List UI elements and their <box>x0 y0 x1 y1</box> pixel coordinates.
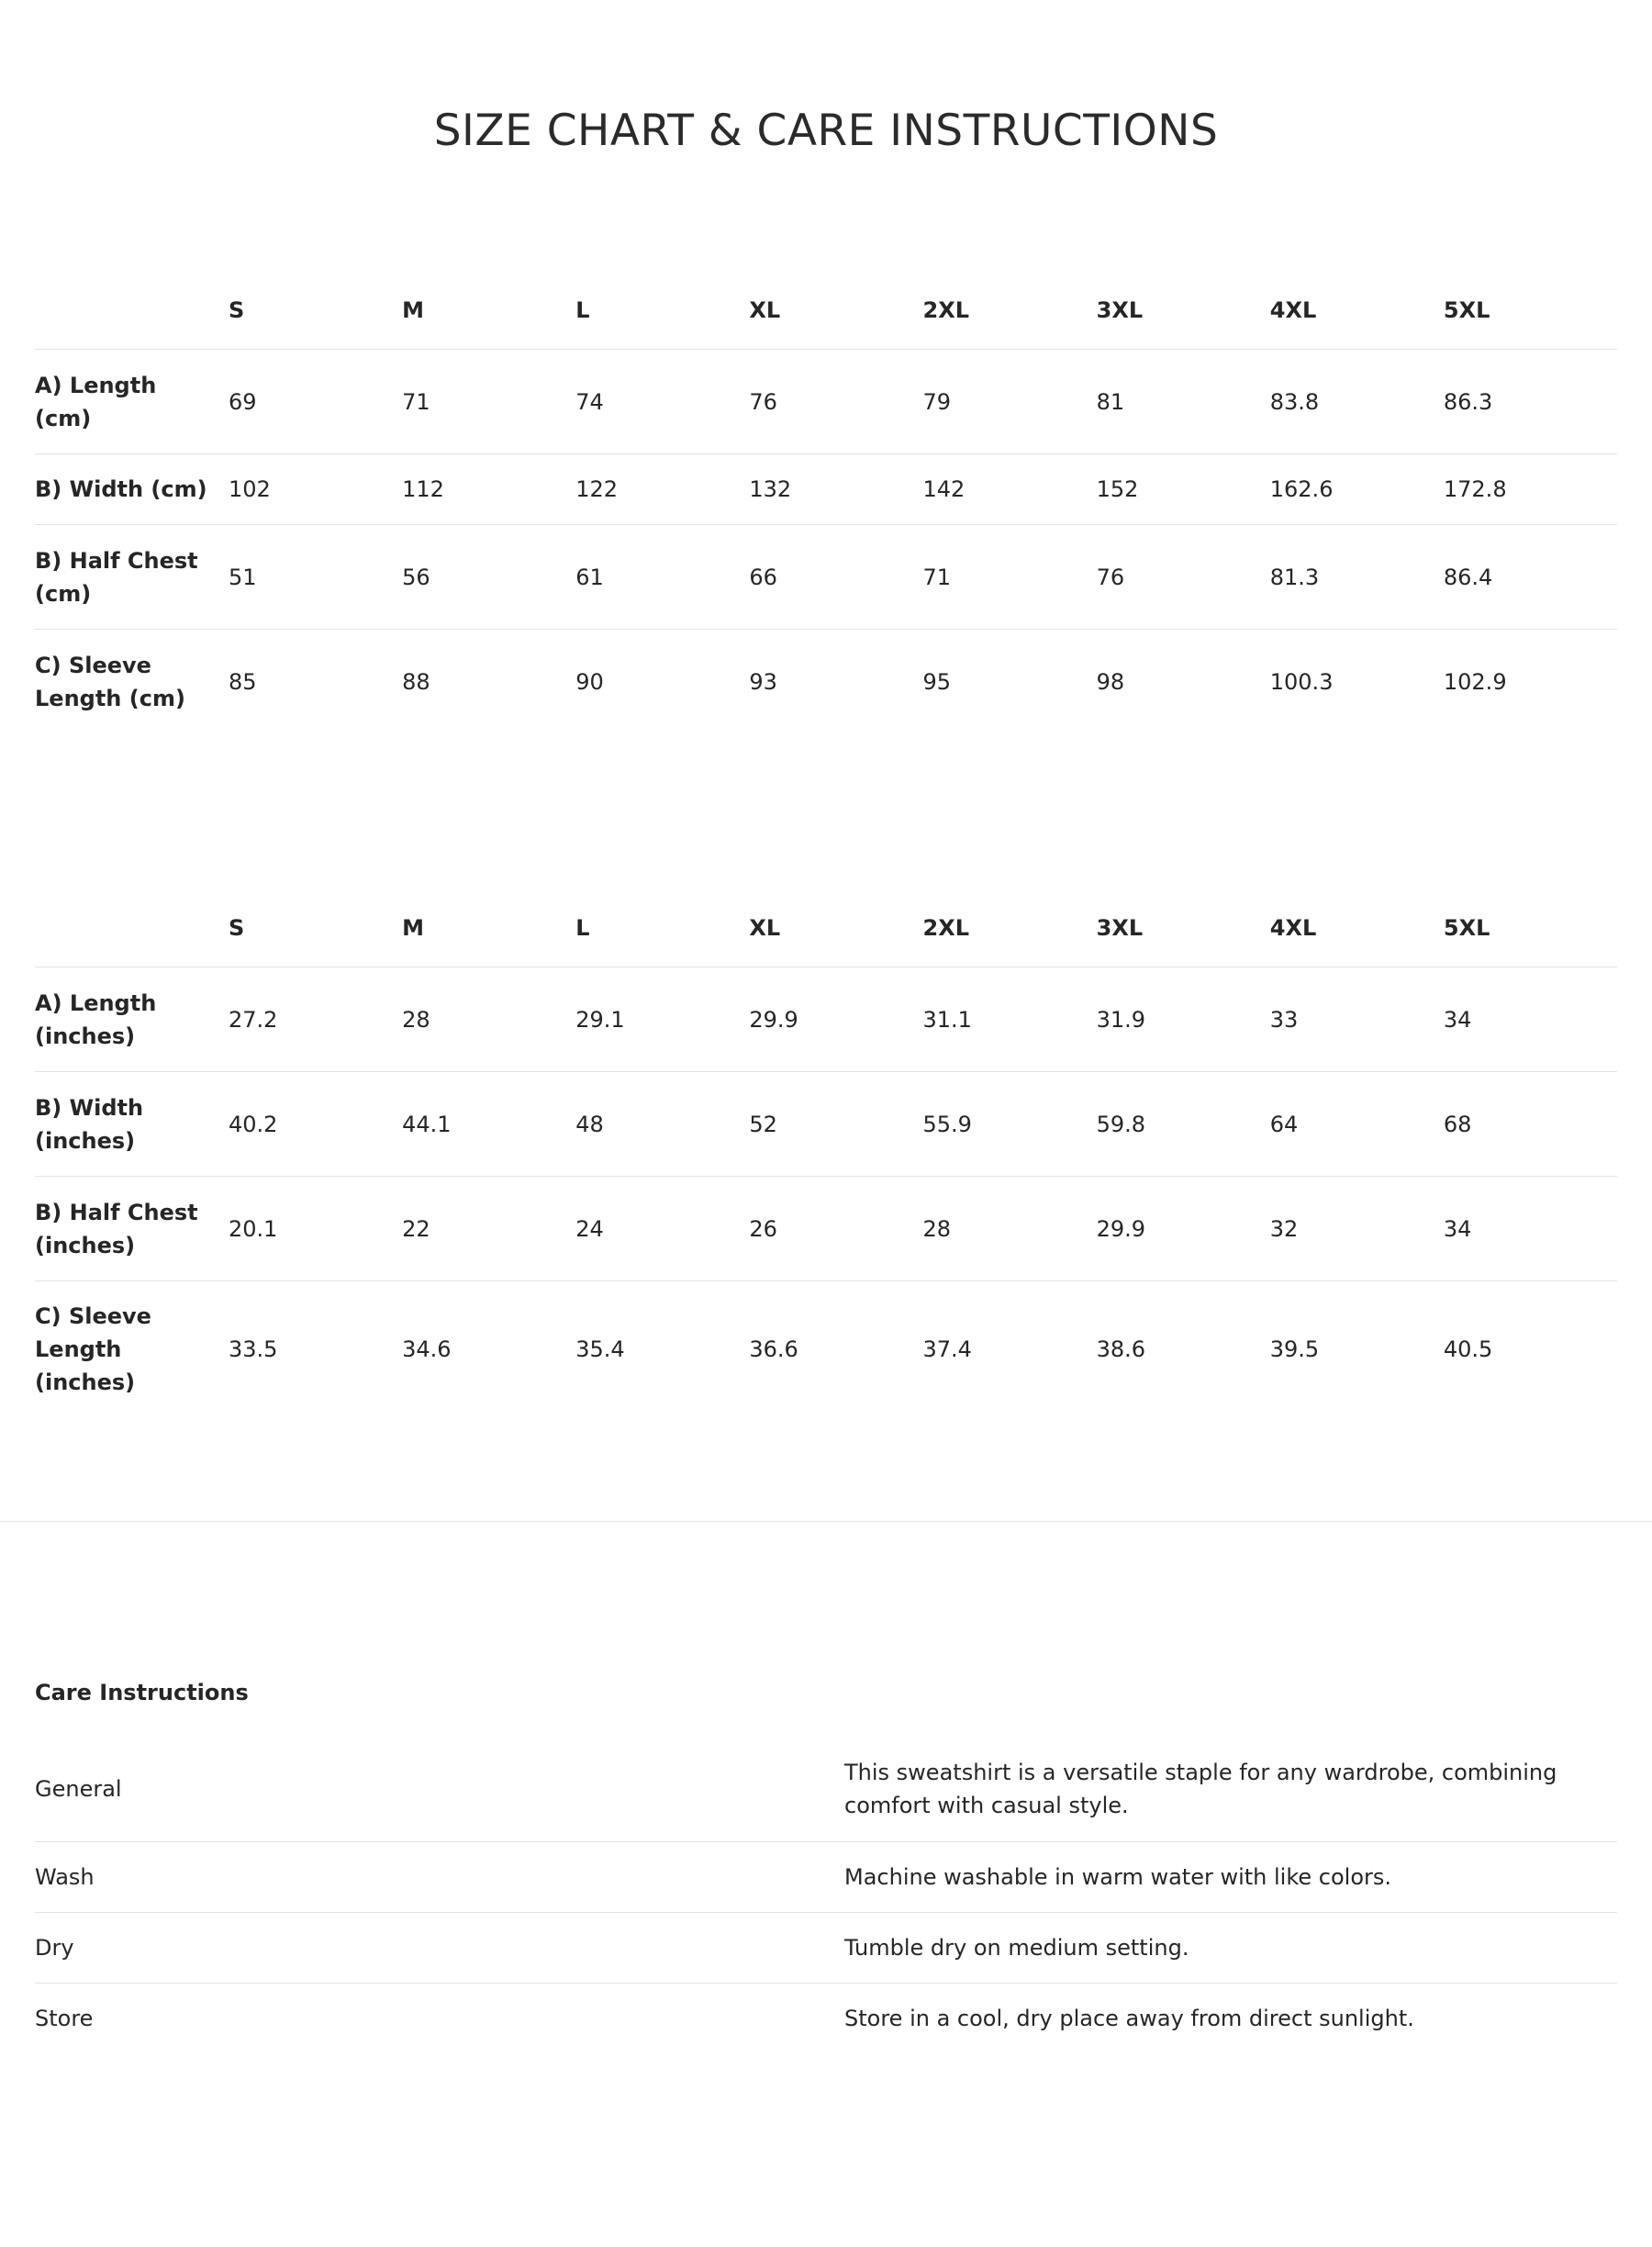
care-text: Machine washable in warm water with like colors. <box>844 1863 1392 1890</box>
row-label: C) Sleeve Length (cm) <box>35 652 185 711</box>
table-cell: 85 <box>229 668 257 695</box>
table-cell: 33 <box>1269 1006 1299 1033</box>
table-cell: 36.6 <box>749 1336 798 1362</box>
table-cell: 28 <box>922 1215 952 1242</box>
row-label: B) Half Chest (inches) <box>35 1199 198 1258</box>
table-cell: 22 <box>402 1215 430 1242</box>
table-cell: 132 <box>749 476 792 502</box>
table-cell: 52 <box>749 1111 777 1137</box>
care-text: This sweatshirt is a versatile staple for any wardrobe, combining comfort with casual style. <box>844 1759 1557 1818</box>
table-cell: 29.9 <box>749 1006 798 1033</box>
table-cell: 39.5 <box>1269 1336 1320 1362</box>
table-cell: 37.4 <box>922 1336 972 1362</box>
row-label: B) Width (inches) <box>35 1094 144 1154</box>
table-cell: 86.3 <box>1443 388 1493 415</box>
table-cell: 33.5 <box>229 1336 278 1362</box>
table-cell: 48 <box>575 1111 604 1137</box>
size-header-5xl: 5XL <box>1443 297 1490 323</box>
care-instructions-heading: Care Instructions <box>35 1680 249 1705</box>
table-cell: 86.4 <box>1443 564 1493 590</box>
table-row <box>35 630 1617 734</box>
table-cell: 44.1 <box>402 1111 452 1137</box>
table-cell: 93 <box>749 668 777 695</box>
header-corner-cell <box>35 250 229 350</box>
table-cell: 27.2 <box>229 1006 278 1033</box>
row-label: C) Sleeve Length (inches) <box>35 1302 151 1395</box>
table-cell: 56 <box>402 564 430 590</box>
table-cell: 90 <box>575 668 604 695</box>
size-header-2xl: 2XL <box>922 915 969 941</box>
size-header-l: L <box>575 297 590 323</box>
size-header-4xl: 4XL <box>1269 297 1317 323</box>
table-row <box>35 1177 1617 1281</box>
size-header-l: L <box>575 915 590 941</box>
care-text: Store in a cool, dry place away from direct sunlight. <box>844 2005 1414 2031</box>
size-header-xl: XL <box>749 915 781 941</box>
table-cell: 68 <box>1443 1111 1472 1137</box>
table-row <box>35 525 1617 630</box>
table-cell: 34 <box>1443 1006 1472 1033</box>
size-header-2xl: 2XL <box>922 297 969 323</box>
table-row <box>35 1281 1617 1417</box>
care-text: Tumble dry on medium setting. <box>844 1934 1189 1961</box>
care-label: General <box>35 1775 122 1802</box>
table-cell: 83.8 <box>1269 388 1320 415</box>
row-label: B) Half Chest (cm) <box>35 547 198 607</box>
care-label: Wash <box>35 1863 95 1890</box>
table-row <box>35 454 1617 525</box>
size-header-3xl: 3XL <box>1096 297 1144 323</box>
table-cell: 24 <box>575 1215 604 1242</box>
size-header-xl: XL <box>749 297 781 323</box>
table-cell: 69 <box>229 388 257 415</box>
table-cell: 40.2 <box>229 1111 278 1137</box>
table-cell: 40.5 <box>1443 1336 1493 1362</box>
table-cell: 112 <box>402 476 444 502</box>
page-title: SIZE CHART & CARE INSTRUCTIONS <box>433 106 1219 156</box>
table-cell: 26 <box>749 1215 777 1242</box>
size-header-row <box>35 867 1617 967</box>
table-cell: 55.9 <box>922 1111 972 1137</box>
size-header-4xl: 4XL <box>1269 915 1317 941</box>
table-cell: 61 <box>575 564 604 590</box>
size-header-s: S <box>229 297 245 323</box>
table-cell: 76 <box>1096 564 1125 590</box>
table-cell: 122 <box>575 476 619 502</box>
table-cell: 28 <box>402 1006 430 1033</box>
table-cell: 66 <box>749 564 777 590</box>
size-header-m: M <box>402 915 425 941</box>
table-cell: 95 <box>922 668 952 695</box>
table-cell: 152 <box>1096 476 1139 502</box>
table-cell: 98 <box>1096 668 1125 695</box>
care-label: Store <box>35 2005 94 2031</box>
size-chart-cm-table <box>35 250 1617 734</box>
table-cell: 81.3 <box>1269 564 1320 590</box>
size-header-m: M <box>402 297 425 323</box>
table-row <box>35 1072 1617 1177</box>
table-cell: 102 <box>229 476 271 502</box>
table-cell: 76 <box>749 388 777 415</box>
header-corner-cell <box>35 867 229 967</box>
row-label: B) Width (cm) <box>35 476 207 502</box>
table-cell: 20.1 <box>229 1215 278 1242</box>
table-cell: 162.6 <box>1269 476 1334 502</box>
table-cell: 71 <box>402 388 430 415</box>
care-row-dry <box>35 1912 1617 1983</box>
size-header-3xl: 3XL <box>1096 915 1144 941</box>
table-cell: 35.4 <box>575 1336 625 1362</box>
table-cell: 59.8 <box>1096 1111 1146 1137</box>
table-cell: 81 <box>1096 388 1125 415</box>
care-instructions-table <box>35 1737 1617 2053</box>
table-cell: 79 <box>922 388 952 415</box>
table-row <box>35 350 1617 454</box>
section-divider <box>0 1521 1652 1522</box>
table-cell: 88 <box>402 668 430 695</box>
size-chart-inches-table <box>35 867 1617 1417</box>
size-header-s: S <box>229 915 245 941</box>
care-row-store <box>35 1983 1617 2053</box>
size-header-5xl: 5XL <box>1443 915 1490 941</box>
table-cell: 34 <box>1443 1215 1472 1242</box>
care-label: Dry <box>35 1934 74 1961</box>
table-cell: 38.6 <box>1096 1336 1146 1362</box>
care-row-general <box>35 1737 1617 1841</box>
table-cell: 31.1 <box>922 1006 972 1033</box>
table-cell: 64 <box>1269 1111 1299 1137</box>
size-header-row <box>35 250 1617 350</box>
table-cell: 142 <box>922 476 966 502</box>
table-cell: 29.9 <box>1096 1215 1146 1242</box>
table-row <box>35 967 1617 1072</box>
row-label: A) Length (inches) <box>35 989 157 1049</box>
table-cell: 31.9 <box>1096 1006 1146 1033</box>
table-cell: 102.9 <box>1443 668 1507 695</box>
table-cell: 29.1 <box>575 1006 625 1033</box>
table-cell: 34.6 <box>402 1336 452 1362</box>
table-cell: 172.8 <box>1443 476 1507 502</box>
table-cell: 100.3 <box>1269 668 1334 695</box>
table-cell: 71 <box>922 564 952 590</box>
table-cell: 32 <box>1269 1215 1299 1242</box>
table-cell: 74 <box>575 388 604 415</box>
row-label: A) Length (cm) <box>35 372 157 431</box>
table-cell: 51 <box>229 564 257 590</box>
care-row-wash <box>35 1841 1617 1912</box>
